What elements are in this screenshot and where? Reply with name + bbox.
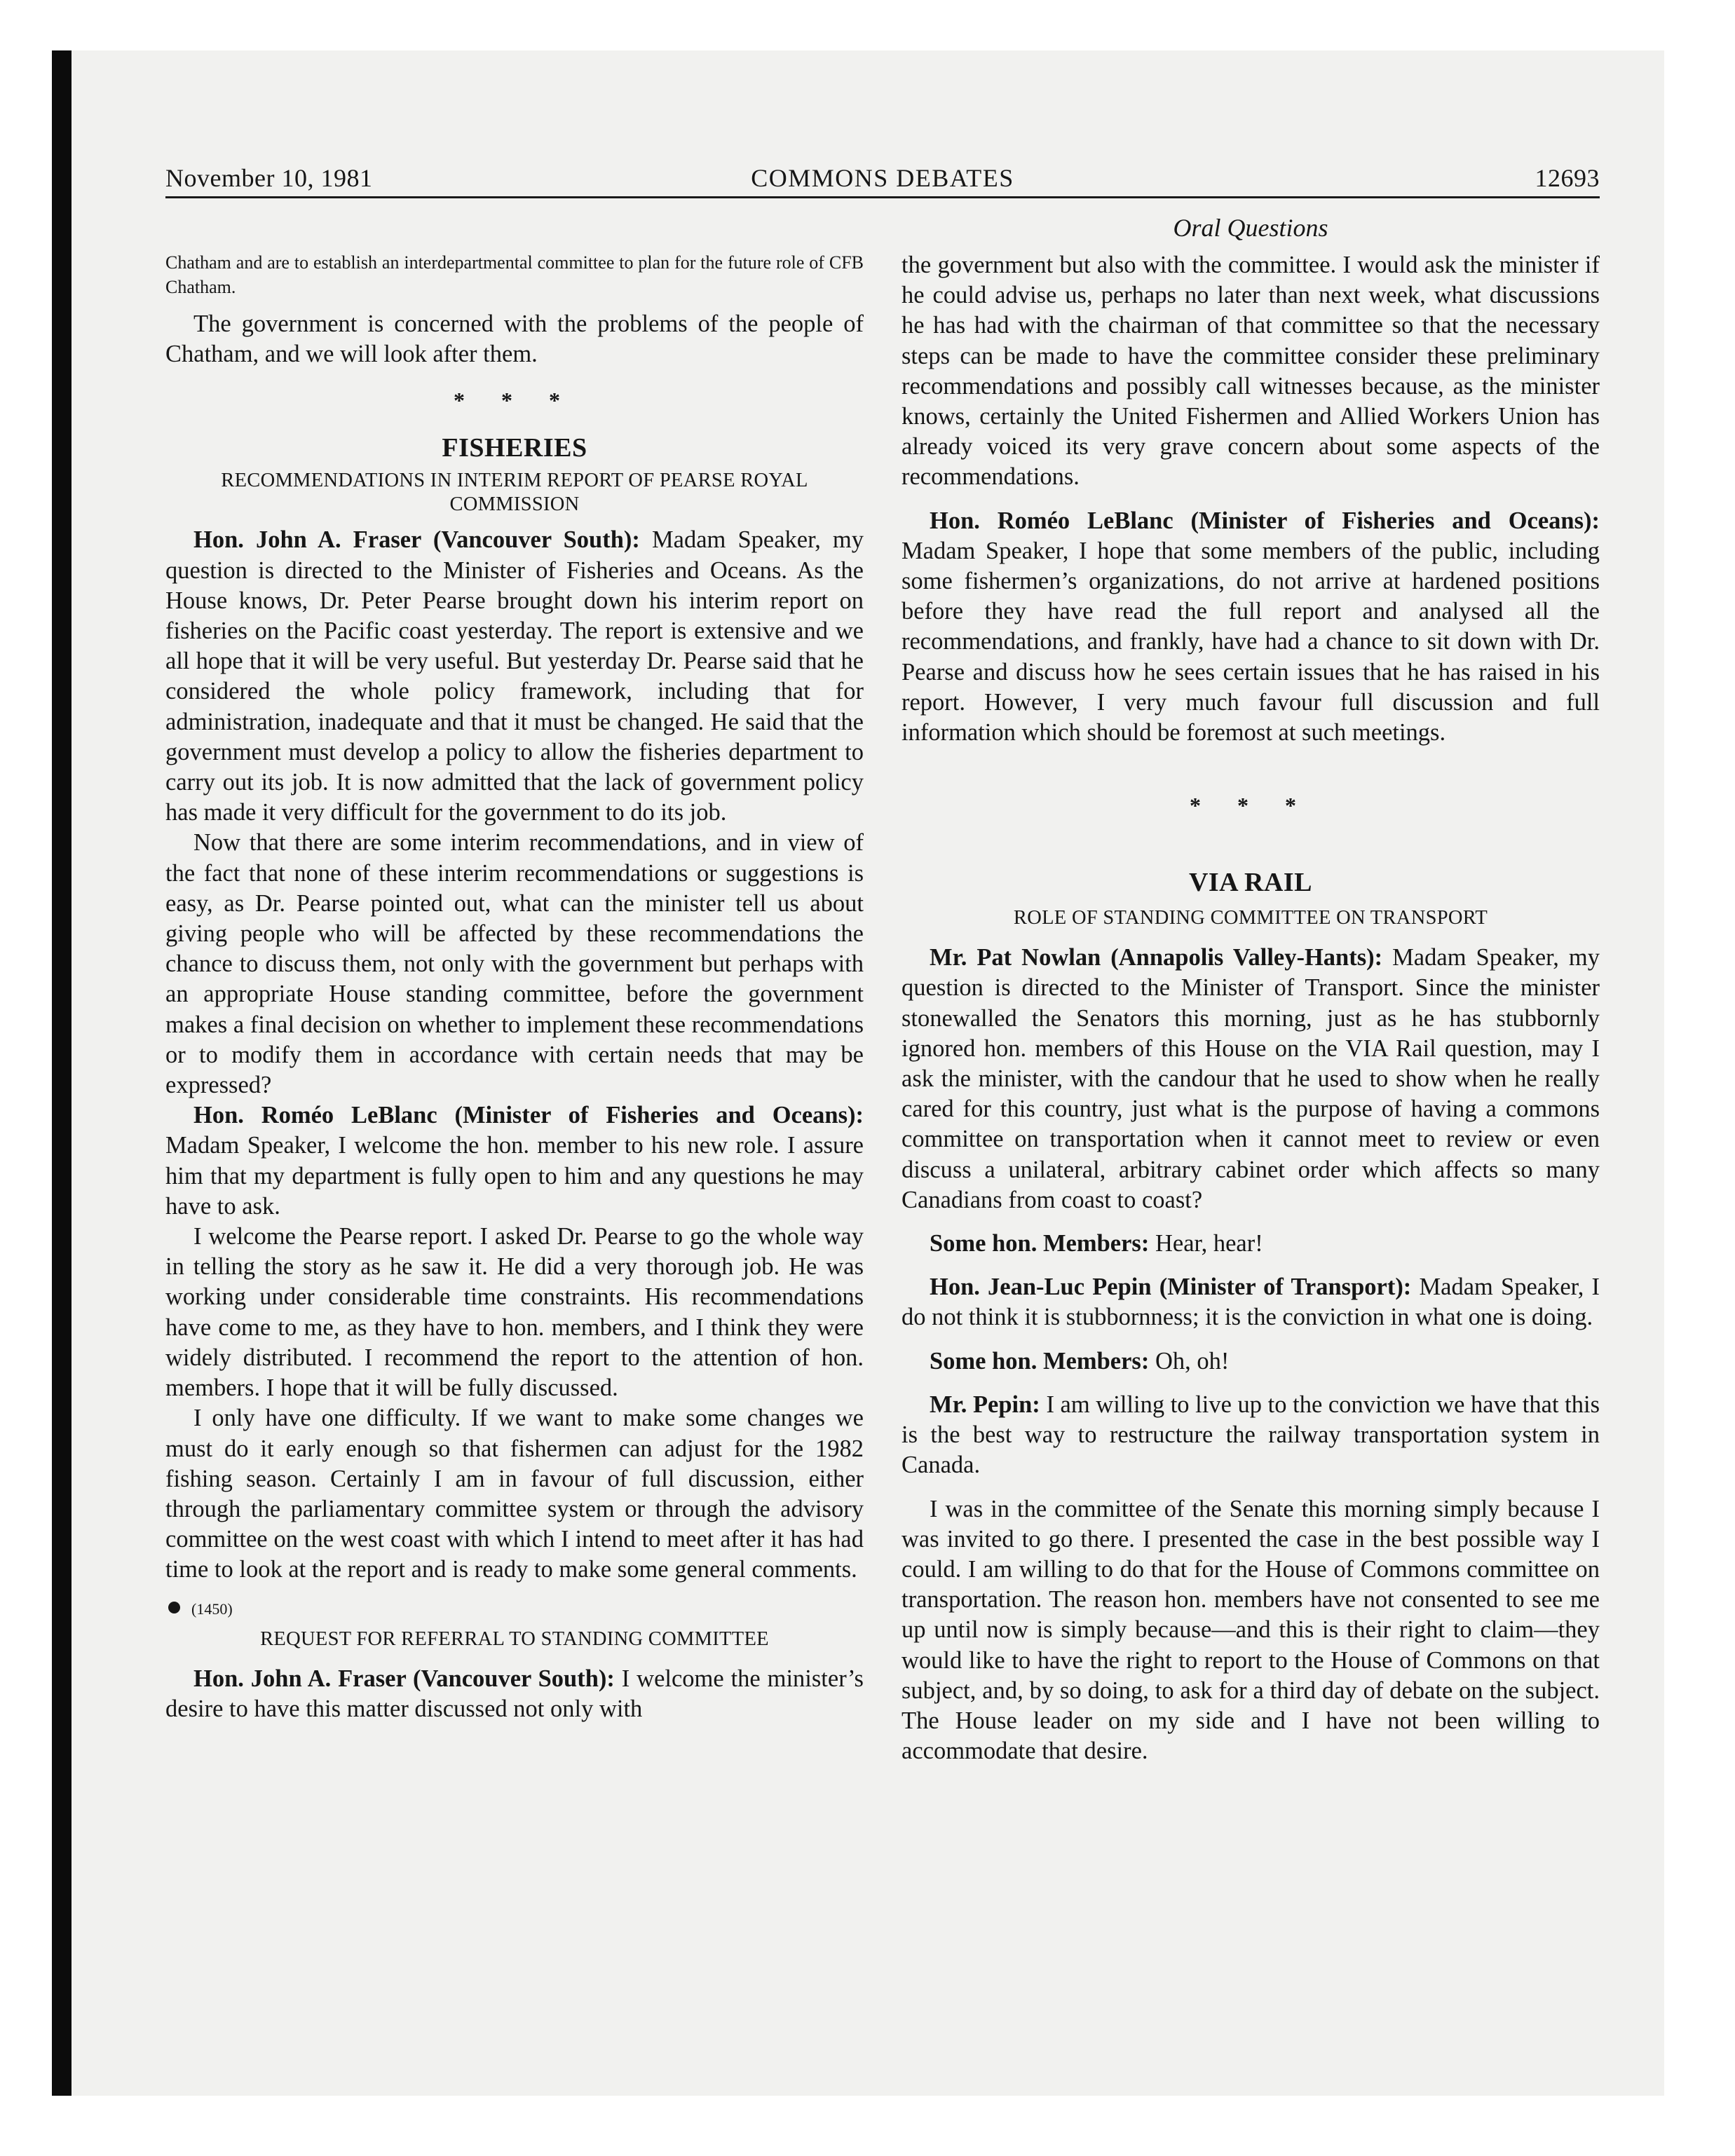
- header-rule: [165, 196, 1600, 198]
- interjection: [901, 1229, 1600, 1259]
- heading-fisheries: FISHERIES: [442, 433, 587, 463]
- paragraph: I welcome the Pearse report. I asked Dr. Pearse to go the whole way in telling the story as he saw it. He did a very thorough job. He was working under considerable time constraints. His recommendations have come to me, as they have to hon. members, and I think they were widely distributed. I recommend the report to the attention of hon. members. I hope that it will be fully discussed.: [165, 1223, 864, 1402]
- speaker-name: Hon. Roméo LeBlanc (Minister of Fisheries and Oceans):: [193, 1102, 864, 1129]
- speaker-name: Hon. Roméo LeBlanc (Minister of Fisheries and Oceans):: [930, 507, 1600, 534]
- speaker-name: Hon. John A. Fraser (Vancouver South):: [193, 526, 640, 554]
- paragraph: Now that there are some interim recommendations, and in view of the fact that none of these interim recommendations or suggestions is easy, as Dr. Pearse pointed out, what can the minister tell us about giving people who will be affected by these recommendations the chance to discuss them, not only with the government but perhaps with an appropriate House standing committee, before the government makes a final decision on whether to implement these recommendations or to modify them in accordance with certain needs that may be expressed?: [165, 829, 864, 1099]
- right-column: [901, 250, 1600, 1766]
- speech-pepin-continued: [901, 1390, 1600, 1481]
- speaker-name: Mr. Pat Nowlan (Annapolis Valley-Hants):: [930, 944, 1383, 971]
- speech-text: Oh, oh!: [1149, 1347, 1230, 1374]
- section-label: Oral Questions: [1173, 214, 1328, 242]
- running-head: [165, 163, 1600, 193]
- subheading-transport: ROLE OF STANDING COMMITTEE ON TRANSPORT: [1013, 907, 1488, 929]
- speaker-name: Some hon. Members:: [930, 1347, 1150, 1374]
- page-number: 12693: [1535, 164, 1600, 192]
- section-separator: * * *: [454, 388, 576, 414]
- speech-leblanc-answer: [165, 1100, 864, 1222]
- speech-text: Madam Speaker, my question is directed to the Minister of Transport. Since the minister stonewalled the Senators this morning, just as he has stubbornly ignored hon. members of this House on the VIA Rail question, may I ask the minister, with the candour that he used to show when he really cared for this country, just what is the purpose of having a commons committee on transportation when it cannot meet to review or even discuss a unilateral, arbitrary cabinet order which affects so many Canadians from coast to coast?: [901, 944, 1600, 1213]
- speaker-name: Hon. John A. Fraser (Vancouver South):: [193, 1665, 615, 1692]
- paragraph: I only have one difficulty. If we want to make some changes we must do it early enough so that fishermen can adjust for the 1982 fishing season. Certainly I am in favour of full discussion, either through the parliamentary committee system or through the advisory committee on the west coast with which I intend to meet after it has had time to look at the report and is ready to make some general comments.: [165, 1405, 864, 1583]
- speech-text: Madam Speaker, I do not think it is stubbornness; it is the conviction in what one is doing.: [901, 1274, 1600, 1331]
- speech-fraser-question: [165, 525, 864, 828]
- paragraph: The government is concerned with the problems of the people of Chatham, and we will look after them.: [165, 311, 864, 368]
- subheading-referral: REQUEST FOR REFERRAL TO STANDING COMMITTEE: [260, 1628, 769, 1650]
- speaker-name: Hon. Jean-Luc Pepin (Minister of Transport):: [930, 1274, 1412, 1301]
- speaker-name: Some hon. Members:: [930, 1230, 1150, 1257]
- speech-leblanc-reply: [901, 506, 1600, 749]
- speech-fraser-followup: [165, 1664, 864, 1724]
- speech-text: I welcome the minister’s desire to have this matter discussed not only with: [165, 1665, 864, 1722]
- section-separator: * * *: [1190, 793, 1312, 819]
- speech-pepin-answer: [901, 1272, 1600, 1332]
- subheading-interim-report: RECOMMENDATIONS IN INTERIM REPORT OF PEARSE ROYAL COMMISSION: [221, 470, 808, 516]
- paragraph: the government but also with the committee. I would ask the minister if he could advise us, perhaps no later than next week, what discussions he has had with the chairman of that committee so that the necessary steps can be made to have the committee consider these preliminary recommendations and possibly call witnesses because, as the minister knows, certainly the United Fishermen and Allied Workers Union has already voiced its very grave concern about some aspects of the recommendations.: [901, 252, 1600, 491]
- bullet-icon: [168, 1602, 180, 1613]
- speech-text: Madam Speaker, I hope that some members of the public, including some fishermen’s organizations, do not arrive at hardened positions before they have read the full report and analysed all the recommendations, and frankly, have had a chance to sit down with Dr. Pearse and discuss how he sees certain issues that he has raised in his report. However, I very much favour full discussion and full information which should be foremost at such meetings.: [901, 537, 1600, 746]
- left-column: [165, 250, 864, 1724]
- speech-text: Madam Speaker, my question is directed to the Minister of Fisheries and Oceans. As the House knows, Dr. Peter Pearse brought down his interim report on fisheries on the Pacific coast yesterday. The report is extensive and we all hope that it will be very useful. But yesterday Dr. Pearse said that he considered the whole policy framework, including that for administration, inadequate and that it must be changed. He said that the government must develop a policy to allow the fisheries department to carry out its job. It is now admitted that the lack of government policy has made it very difficult for the government to do its job.: [165, 526, 864, 826]
- carryover-paragraph: Chatham and are to establish an interdepartmental committee to plan for the future role of CFB Chatham.: [165, 252, 864, 297]
- time-stamp: [165, 1597, 864, 1622]
- speaker-name: Mr. Pepin:: [930, 1391, 1040, 1418]
- speech-text: Madam Speaker, I welcome the hon. member to his new role. I assure him that my department is fully open to him and any questions he may have to ask.: [165, 1132, 864, 1220]
- paragraph: I was in the committee of the Senate this morning simply because I was invited to go there. I presented the case in the best possible way I could. I am willing to do that for the House of Commons committee on transportation. The reason hon. members have not consented to see me up until now is simply because—and this is their right to claim—they would like to have the right to report to the House of Commons on that subject, and, by so doing, to ask for a third day of debate on the subject. The House leader on my side and I have not been willing to accommodate that desire.: [901, 1495, 1600, 1765]
- interjection: [901, 1346, 1600, 1377]
- speech-text: I am willing to live up to the conviction we have that this is the best way to restructure the railway transportation system in Canada.: [901, 1391, 1600, 1479]
- speech-nowlan-question: [901, 943, 1600, 1215]
- publication-title: COMMONS DEBATES: [751, 164, 1014, 192]
- header-date: November 10, 1981: [165, 164, 373, 192]
- scan-edge: [52, 50, 72, 2096]
- time-stamp-text: (1450): [191, 1599, 233, 1618]
- heading-via-rail: VIA RAIL: [1188, 868, 1313, 898]
- speech-text: Hear, hear!: [1149, 1230, 1263, 1257]
